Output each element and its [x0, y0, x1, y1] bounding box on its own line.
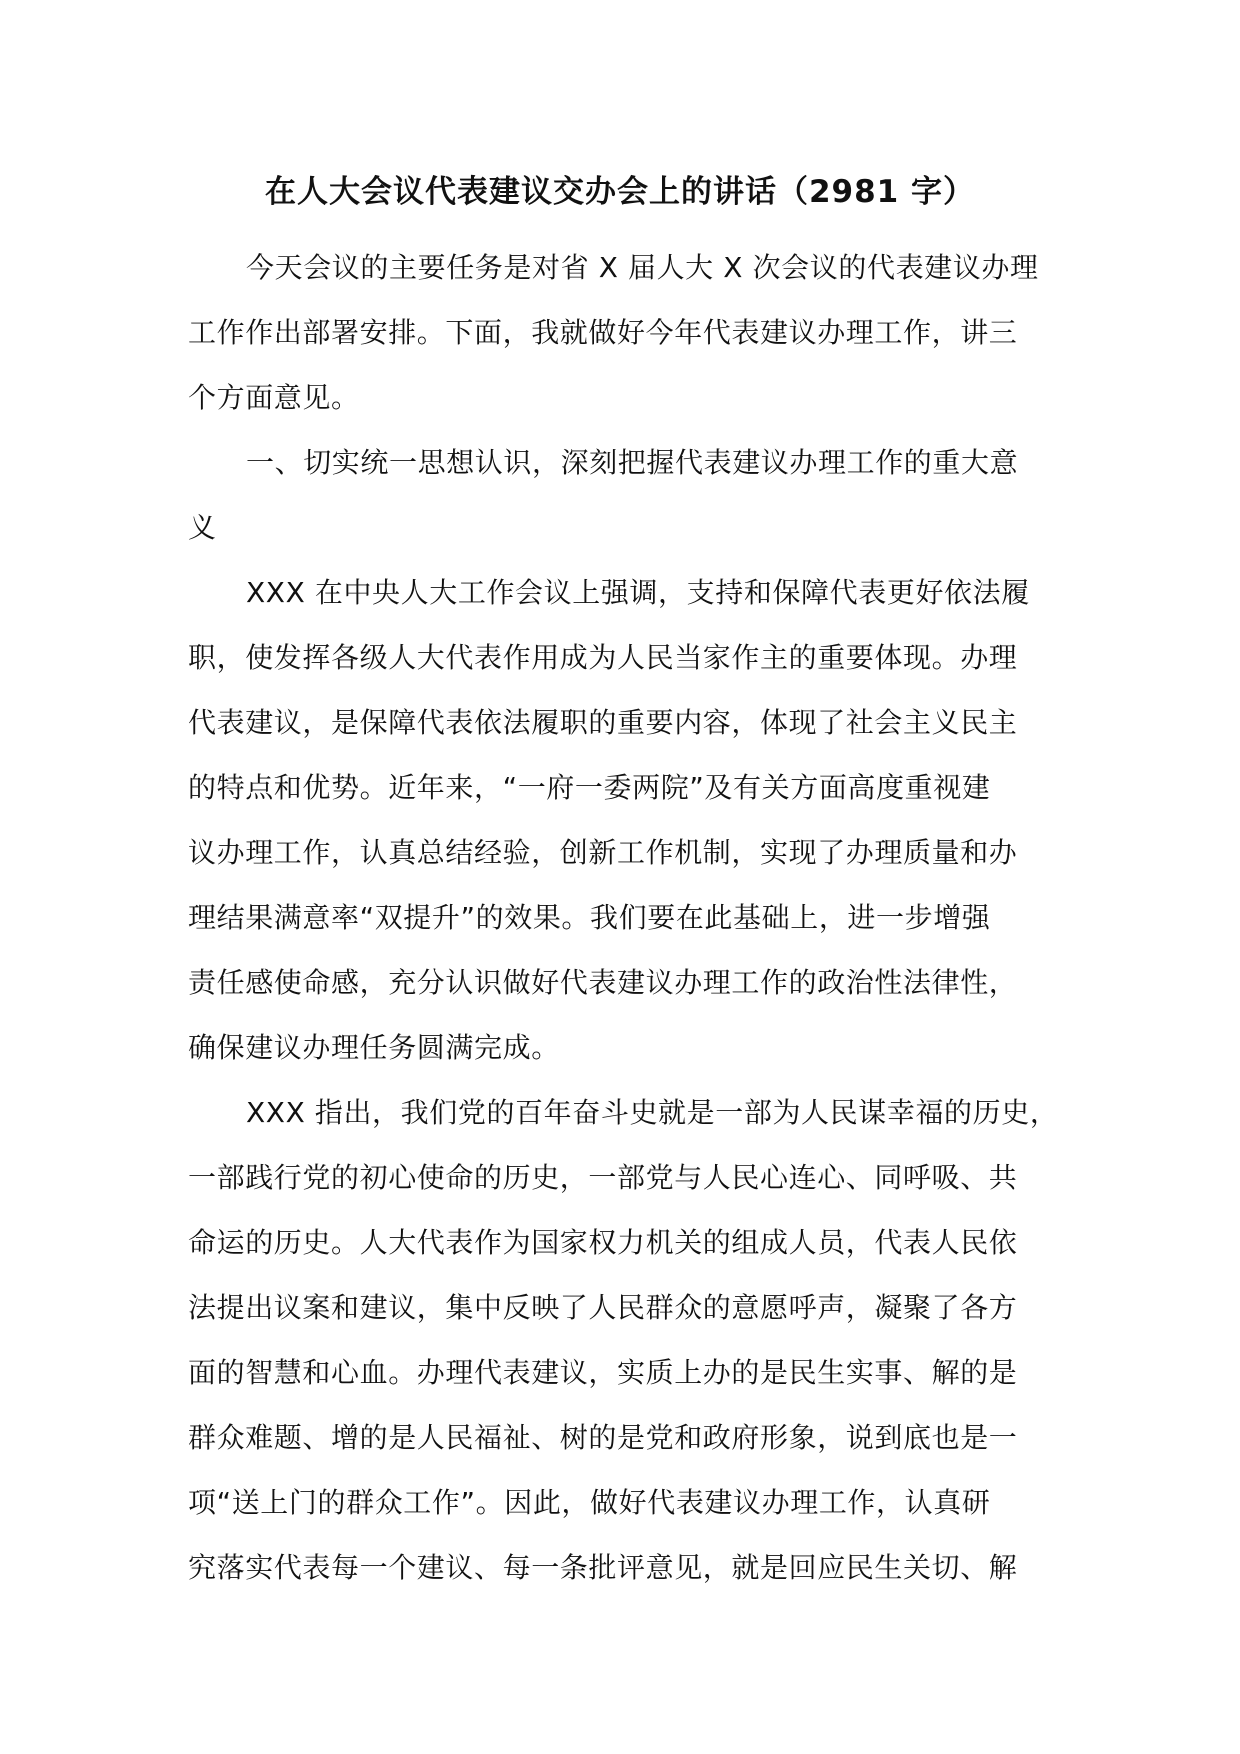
- text-line: 个方面意见。: [188, 381, 360, 414]
- document-body: [188, 235, 1068, 1600]
- text-line: 工作作出部署安排。下面，我就做好今年代表建议办理工作，讲三: [188, 316, 1018, 349]
- text-line: XXX 在中央人大工作会议上强调，支持和保障代表更好依法履: [246, 576, 1030, 609]
- text-line: 群众难题、增的是人民福祉、树的是党和政府形象，说到底也是一: [188, 1421, 1018, 1454]
- document-title: 在人大会议代表建议交办会上的讲话（2981 字）: [264, 174, 976, 210]
- text-line: 法提出议案和建议，集中反映了人民群众的意愿呼声，凝聚了各方: [188, 1291, 1018, 1324]
- text-line: 责任感使命感，充分认识做好代表建议办理工作的政治性法律性，: [188, 966, 1018, 999]
- text-line: 理结果满意率“双提升”的效果。我们要在此基础上，进一步增强: [188, 901, 991, 934]
- text-line: 项“送上门的群众工作”。因此，做好代表建议办理工作，认真研: [188, 1486, 991, 1519]
- text-line: 究落实代表每一个建议、每一条批评意见，就是回应民生关切、解: [188, 1551, 1018, 1584]
- text-line: 命运的历史。人大代表作为国家权力机关的组成人员，代表人民依: [188, 1226, 1018, 1259]
- text-line: 一部践行党的初心使命的历史，一部党与人民心连心、同呼吸、共: [188, 1161, 1018, 1194]
- text-line: XXX 指出，我们党的百年奋斗史就是一部为人民谋幸福的历史，: [246, 1096, 1059, 1129]
- text-line: 面的智慧和心血。办理代表建议，实质上办的是民生实事、解的是: [188, 1356, 1018, 1389]
- text-line: 确保建议办理任务圆满完成。: [188, 1031, 560, 1064]
- text-line: 的特点和优势。近年来，“一府一委两院”及有关方面高度重视建: [188, 771, 991, 804]
- text-line: 议办理工作，认真总结经验，创新工作机制，实现了办理质量和办: [188, 836, 1018, 869]
- text-line: 一、切实统一思想认识，深刻把握代表建议办理工作的重大意: [246, 446, 1019, 479]
- text-line: 职，使发挥各级人大代表作用成为人民当家作主的重要体现。办理: [188, 641, 1018, 674]
- text-line: 今天会议的主要任务是对省 X 届人大 X 次会议的代表建议办理: [246, 251, 1039, 284]
- text-line: 代表建议，是保障代表依法履职的重要内容，体现了社会主义民主: [188, 706, 1018, 739]
- text-line: 义: [188, 511, 217, 544]
